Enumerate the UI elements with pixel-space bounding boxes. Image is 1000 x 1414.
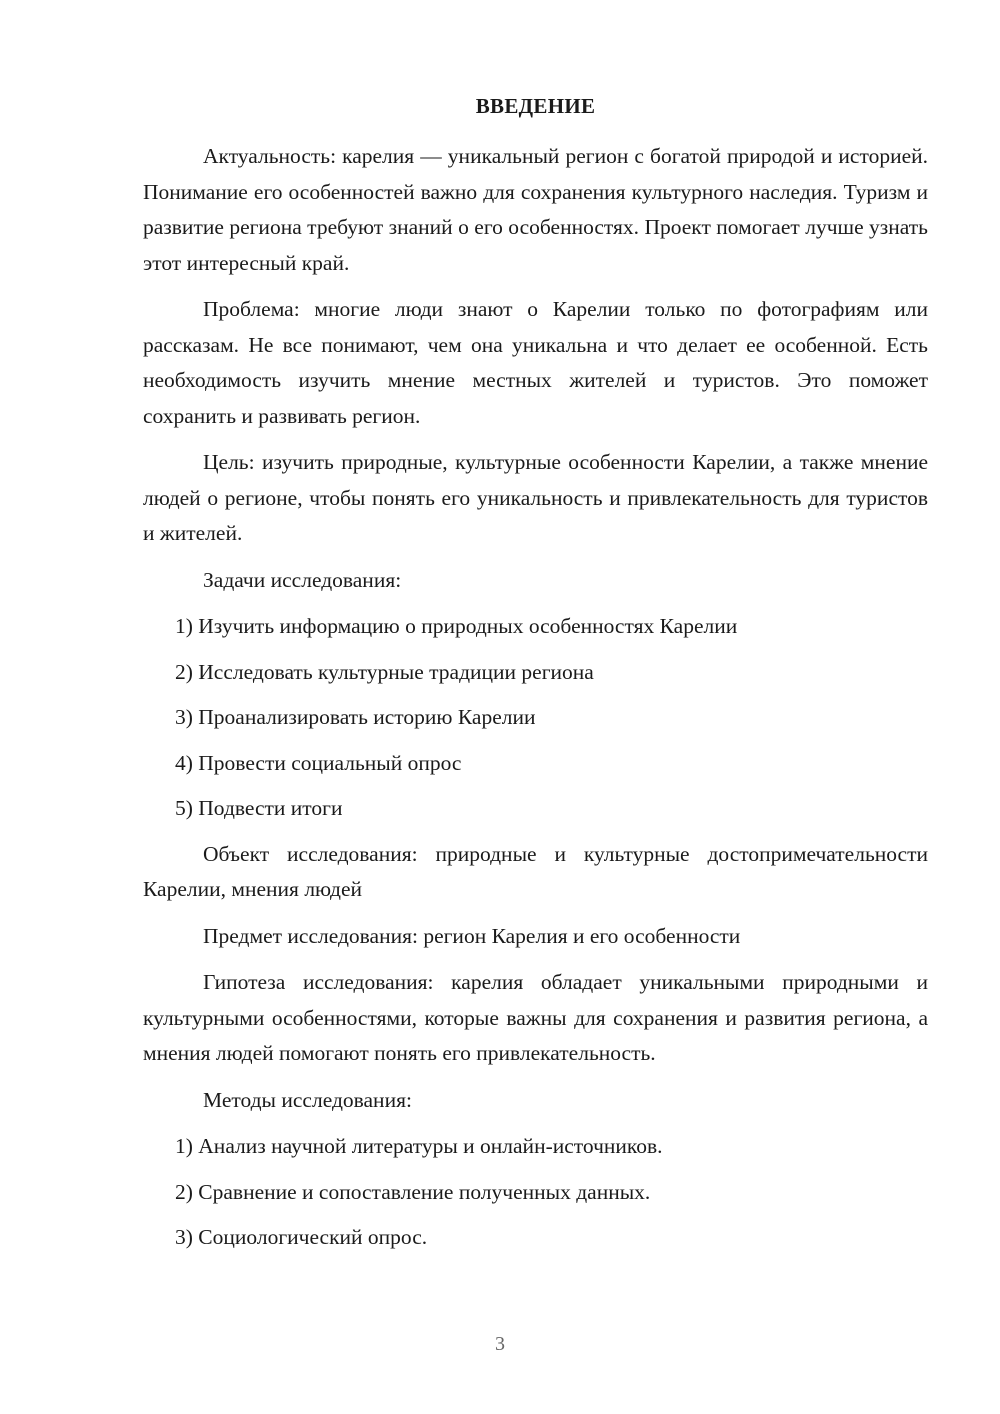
list-item: 4) Провести социальный опрос — [175, 750, 462, 775]
object-paragraph: Объект исследования: природные и культурные достопримечательности Карелии, мнения людей — [143, 841, 928, 901]
list-item: 3) Социологический опрос. — [175, 1225, 428, 1249]
list-item: 5) Подвести итоги — [175, 796, 343, 820]
problem-paragraph: Проблема: многие люди знают о Карелии только по фотографиям или рассказам. Не все понимают, чем она уникальна и что делает ее особенной. Есть необходимость изучить мнение местных жителей и туристов. Это поможет сохранить и развивать регион. — [143, 297, 928, 428]
relevance-paragraph: Актуальность: карелия — уникальный регион с богатой природой и историей. Понимание его особенностей важно для сохранения культурного наследия. Туризм и развитие региона требуют знаний о его особенностях. Проект помогает лучше узнать этот интересный край. — [143, 144, 928, 275]
subject-paragraph: Предмет исследования: регион Карелия и его особенности — [203, 923, 741, 948]
tasks-list — [143, 609, 928, 827]
page-number: 3 — [495, 1333, 505, 1355]
goal-paragraph: Цель: изучить природные, культурные особенности Карелии, а также мнение людей о регионе, чтобы понять его уникальность и привлекательность для туристов и жителей. — [143, 450, 928, 545]
page-title: ВВЕДЕНИЕ — [475, 94, 596, 118]
list-item: 1) Изучить информацию о природных особенностях Карелии — [175, 614, 738, 638]
list-item: 2) Сравнение и сопоставление полученных данных. — [175, 1179, 651, 1204]
list-item: 2) Исследовать культурные традиции региона — [175, 659, 594, 684]
tasks-heading: Задачи исследования: — [203, 567, 402, 592]
list-item: 3) Проанализировать историю Карелии — [175, 705, 536, 729]
document-page — [143, 94, 928, 1266]
methods-list — [143, 1129, 928, 1256]
hypothesis-paragraph: Гипотеза исследования: карелия обладает уникальными природными и культурными особенностями, которые важны для сохранения и развития региона, а мнения людей помогают понять его привлекательность. — [143, 970, 928, 1065]
list-item: 1) Анализ научной литературы и онлайн-источников. — [175, 1134, 663, 1158]
methods-heading: Методы исследования: — [203, 1087, 412, 1112]
